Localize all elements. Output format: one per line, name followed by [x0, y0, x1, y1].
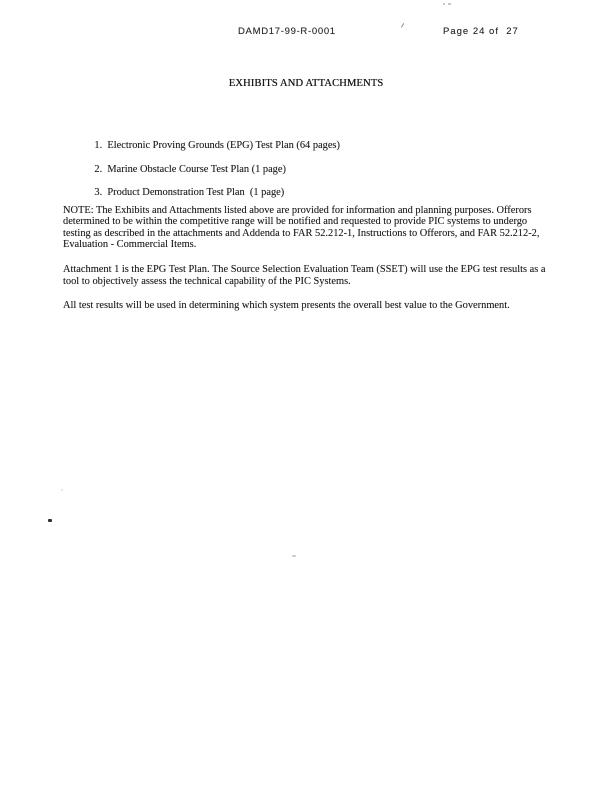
note-paragraph — [63, 205, 539, 252]
paragraph-line: testing as described in the attachments and Addenda to FAR 52.212-1, Instructions to Offerors, and FAR 52.212-2, — [63, 227, 540, 239]
list-item-number: 1. — [94, 140, 103, 151]
closing-paragraph — [63, 300, 510, 312]
section-title: EXHIBITS AND ATTACHMENTS — [228, 78, 384, 89]
paragraph-line: determined to be within the competitive range will be notified and requested to provide PIC systems to undergo — [63, 216, 528, 228]
paragraph-line: All test results will be used in determining which system presents the overall best value to the Government. — [63, 299, 510, 311]
list-item-number: 2. — [94, 164, 103, 175]
paragraph-line: Evaluation - Commercial Items. — [63, 239, 197, 251]
paragraph-line: tool to objectively assess the technical capability of the PIC Systems. — [63, 275, 351, 287]
scan-artifact — [401, 23, 405, 28]
scan-artifact — [292, 555, 296, 557]
scan-artifact — [448, 3, 451, 5]
scan-artifact — [61, 489, 63, 491]
scan-artifact — [48, 519, 52, 522]
attachment1-paragraph — [63, 264, 546, 287]
paragraph-line: Attachment 1 is the EPG Test Plan. The Source Selection Evaluation Team (SSET) will use the EPG test results as a — [63, 264, 546, 275]
list-item-number: 3. — [94, 187, 103, 198]
paragraph-line: NOTE: The Exhibits and Attachments listed above are provided for information and planning purposes. Offerors — [63, 204, 532, 216]
list-item-text: Electronic Proving Grounds (EPG) Test Plan (64 pages) — [107, 140, 340, 151]
solicitation-number: DAMD17-99-R-0001 — [238, 26, 336, 37]
list-item-text: Marine Obstacle Course Test Plan (1 page) — [107, 164, 286, 175]
scan-artifact — [443, 3, 445, 5]
page-number-indicator: Page 24 of 27 — [443, 26, 519, 37]
list-item-text: Product Demonstration Test Plan (1 page) — [107, 187, 285, 198]
